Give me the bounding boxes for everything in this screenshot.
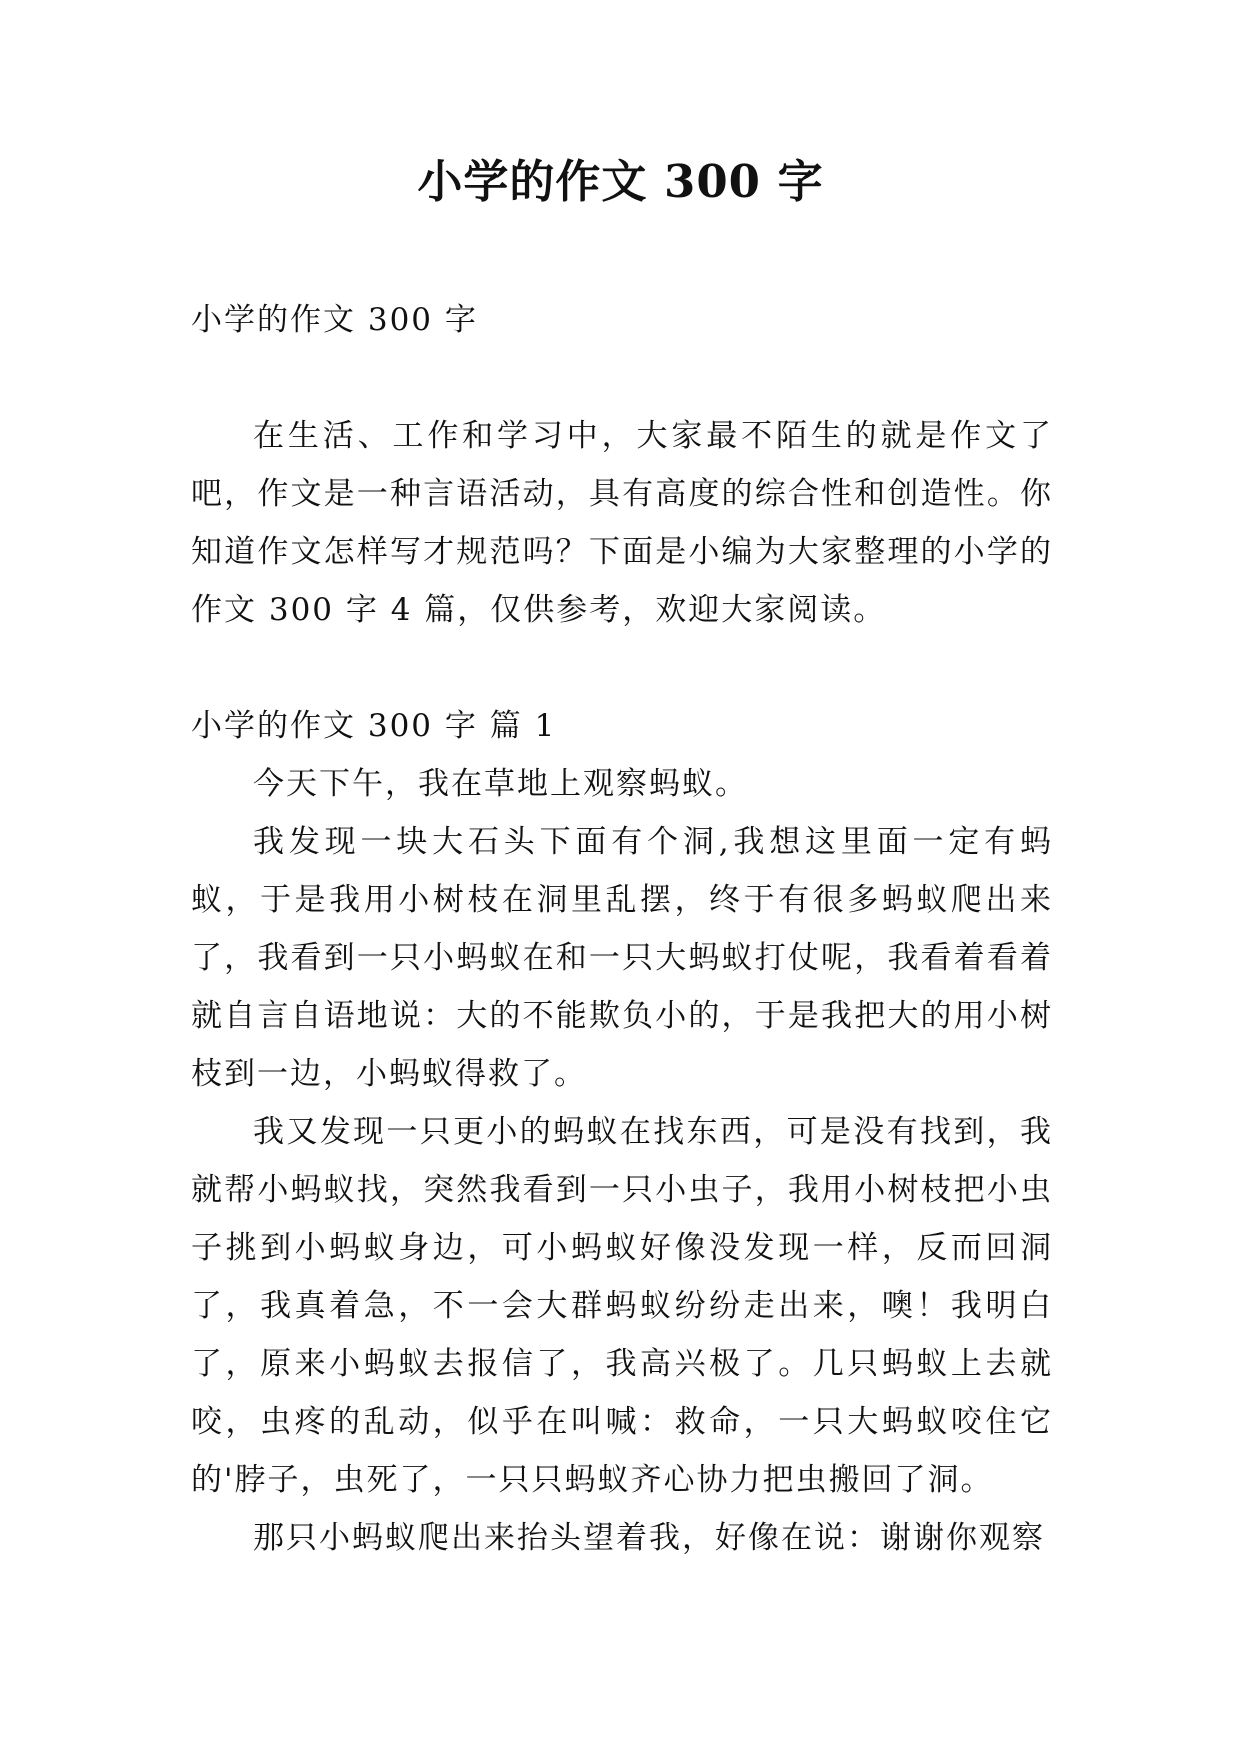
- body-paragraph: 我发现一块大石头下面有个洞,我想这里面一定有蚂蚁，于是我用小树枝在洞里乱摆，终于有很多蚂蚁爬出来了，我看到一只小蚂蚁在和一只大蚂蚁打仗呢，我看着看着就自言自语地说：大的不能欺负小的，于是我把大的用小树枝到一边，小蚂蚁得救了。: [191, 824, 1053, 1092]
- document-body: [191, 291, 1053, 1567]
- body-paragraph: 我又发现一只更小的蚂蚁在找东西，可是没有找到，我就帮小蚂蚁找，突然我看到一只小虫子，我用小树枝把小虫子挑到小蚂蚁身边，可小蚂蚁好像没发现一样，反而回洞了，我真着急，不一会大群蚂蚁纷纷走出来，噢！我明白了，原来小蚂蚁去报信了，我高兴极了。几只蚂蚁上去就咬，虫疼的乱动，似乎在叫喊：救命，一只大蚂蚁咬住它的'脖子，虫死了，一只只蚂蚁齐心协力把虫搬回了洞。: [191, 1114, 1053, 1498]
- body-paragraph: 那只小蚂蚁爬出来抬头望着我，好像在说：谢谢你观察: [253, 1520, 1045, 1556]
- document-title: 小学的作文 300 字: [417, 155, 824, 208]
- section-title: 小学的作文 300 字 篇 1: [191, 708, 557, 744]
- intro-paragraph: 在生活、工作和学习中，大家最不陌生的就是作文了吧，作文是一种言语活动，具有高度的综合性和创造性。你知道作文怎样写才规范吗？下面是小编为大家整理的小学的作文 300 字 4 篇，仅供参考，欢迎大家阅读。: [191, 418, 1053, 628]
- document-subtitle: 小学的作文 300 字: [191, 302, 478, 338]
- body-paragraph: 今天下午，我在草地上观察蚂蚁。: [253, 766, 748, 802]
